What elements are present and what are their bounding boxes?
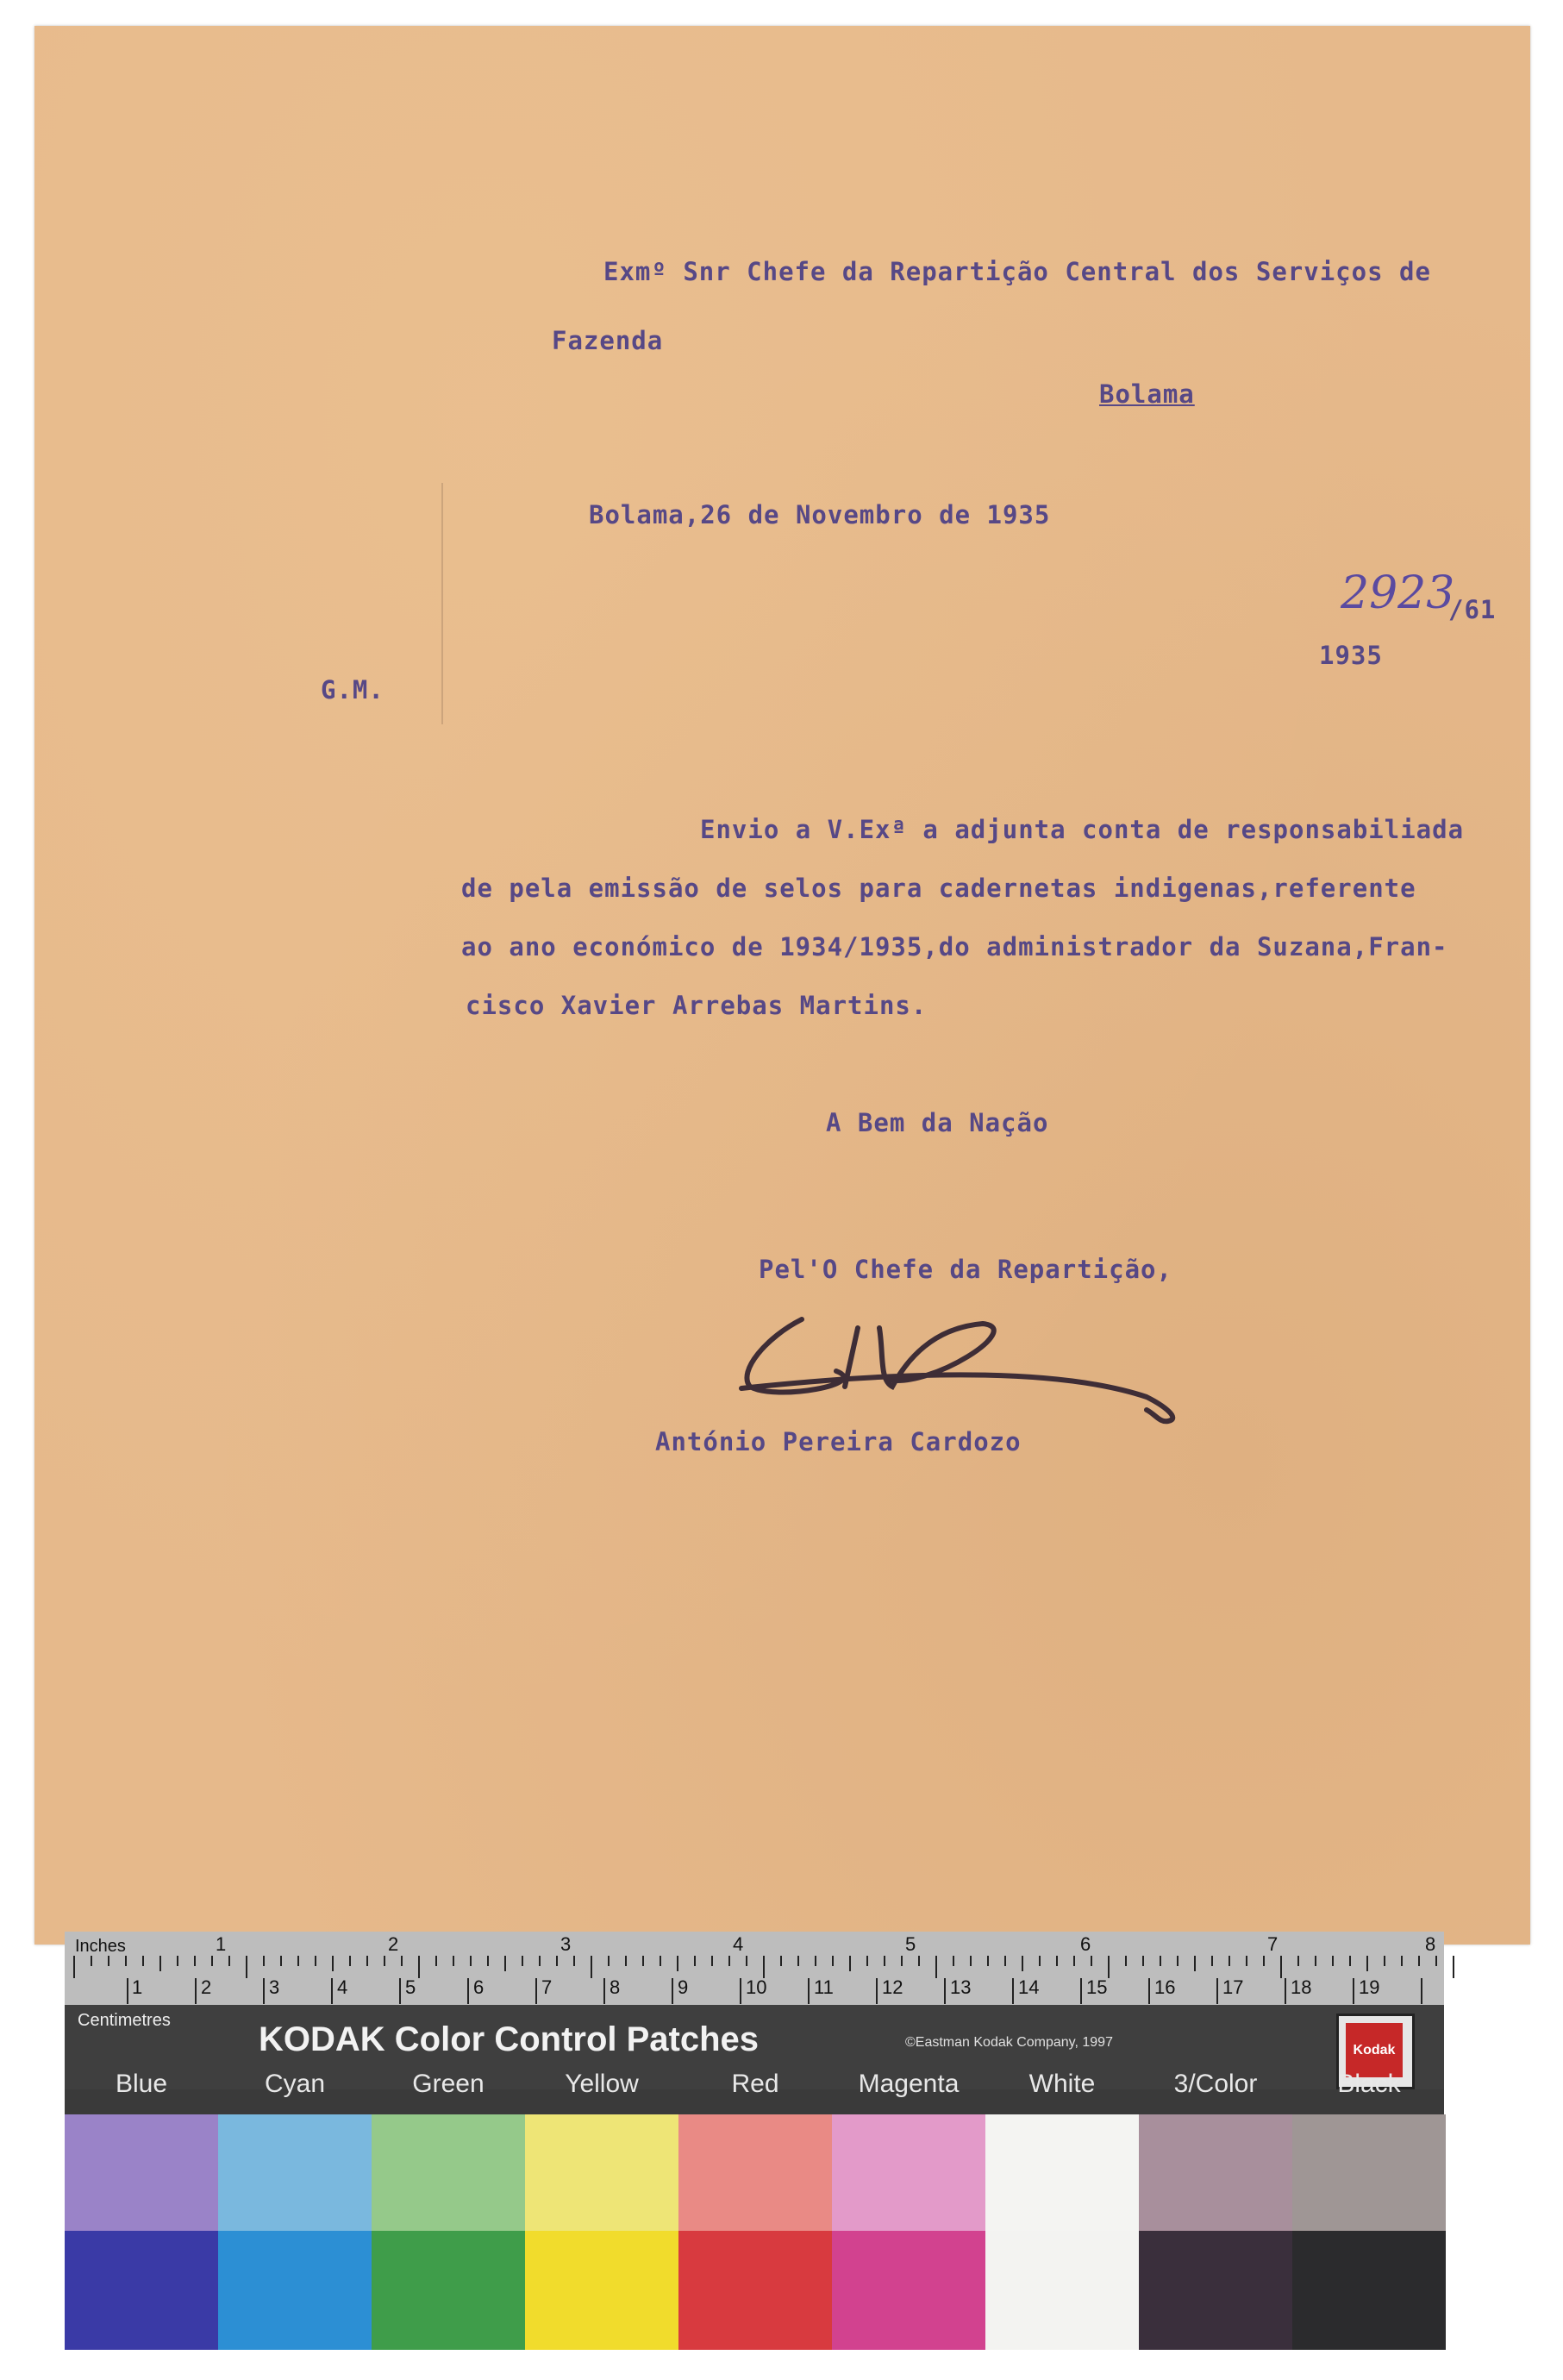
ruler-tick (1280, 1956, 1282, 1978)
ruler-tick (1384, 1956, 1385, 1966)
inch-number: 6 (1080, 1933, 1091, 1955)
addressee-rest: Snr Chefe da Repartição Central dos Serviços de (683, 257, 1431, 286)
ruler-tick (1216, 1978, 1218, 2004)
ruler-tick (642, 1956, 644, 1966)
ruler-tick (280, 1956, 282, 1966)
color-patch-light (372, 2114, 525, 2231)
inch-number: 3 (560, 1933, 572, 1955)
ruler-tick (1108, 1956, 1110, 1978)
fold-line (441, 483, 443, 724)
ruler-tick (401, 1956, 403, 1966)
ruler-tick (470, 1956, 472, 1966)
ruler-tick (849, 1956, 851, 1971)
color-patch-dark (1139, 2231, 1292, 2350)
patch-label: Magenta (858, 2070, 960, 2098)
ruler-tick (944, 1978, 946, 2004)
ruler-tick (535, 1978, 537, 2004)
addressee-line-1 (603, 257, 1431, 286)
ruler-tick (418, 1956, 420, 1978)
addressee-abbr: Exmº (603, 257, 667, 286)
cm-number: 4 (337, 1976, 348, 1998)
ruler-tick (1435, 1956, 1437, 1966)
ruler-tick (504, 1956, 506, 1971)
inches-label: Inches (75, 1937, 126, 1956)
ruler-tick (125, 1956, 127, 1966)
cm-number: 7 (541, 1976, 553, 1998)
cm-number: 1 (132, 1976, 143, 1998)
color-patch-dark (525, 2231, 678, 2350)
cm-number: 5 (405, 1976, 416, 1998)
ruler-tick (91, 1956, 92, 1966)
ruler-tick (453, 1956, 454, 1966)
ruler-tick (1453, 1956, 1454, 1978)
strip-title: KODAK Color Control Patches (259, 2020, 760, 2058)
ruler-tick (522, 1956, 523, 1966)
ruler-tick (1056, 1956, 1058, 1966)
ruler-tick (1349, 1956, 1351, 1966)
color-patch-dark (65, 2231, 218, 2350)
ruler-tick (970, 1956, 972, 1966)
patch-label: Green (412, 2070, 485, 2098)
body-line-3: ao ano económico de 1934/1935,do administrador da Suzana,Fran- (461, 932, 1448, 961)
body-line-2: de pela emissão de selos para cadernetas indigenas,referente (461, 874, 1416, 903)
ruler-tick (1353, 1978, 1354, 2004)
ruler-tick (573, 1956, 575, 1966)
cm-number: 6 (473, 1976, 485, 1998)
patch-label: Red (731, 2070, 779, 2098)
ruler-tick (1022, 1956, 1023, 1971)
ruler-tick (556, 1956, 558, 1966)
ruler-tick (815, 1956, 816, 1966)
ruler-tick (487, 1956, 489, 1966)
color-patch-dark (678, 2231, 832, 2350)
inch-number: 5 (905, 1933, 916, 1955)
color-patch-light (985, 2114, 1139, 2231)
inch-number: 2 (388, 1933, 399, 1955)
letter-page (34, 26, 1530, 1945)
ruler-tick (1160, 1956, 1161, 1966)
color-patch-dark (1292, 2231, 1446, 2350)
cm-number: 12 (882, 1976, 903, 1998)
cm-number: 10 (746, 1976, 767, 1998)
ruler-tick (332, 1956, 334, 1971)
ruler-tick (711, 1956, 713, 1966)
ruler-tick (1125, 1956, 1127, 1966)
ruler-tick (1012, 1978, 1014, 2004)
color-patch-light (525, 2114, 678, 2231)
ruler-tick (740, 1978, 741, 2004)
ruler-tick (263, 1978, 265, 2004)
cm-number: 8 (610, 1976, 621, 1998)
ruler-tick (746, 1956, 747, 1966)
kodak-color-strip (65, 1932, 1444, 2350)
ruler-tick (1142, 1956, 1144, 1966)
signatory: António Pereira Cardozo (655, 1427, 1022, 1456)
ruler-tick (399, 1978, 401, 2004)
ruler-tick (1421, 1978, 1422, 2004)
cm-number: 16 (1154, 1976, 1176, 1998)
ruler-tick (1263, 1956, 1265, 1966)
ruler-tick (935, 1956, 937, 1978)
ruler-tick (1366, 1956, 1368, 1971)
ruler-tick (435, 1956, 437, 1966)
ruler-tick (1418, 1956, 1420, 1966)
body-line-4: cisco Xavier Arrebas Martins. (466, 991, 928, 1020)
cm-number: 18 (1291, 1976, 1312, 1998)
ruler-tick (591, 1956, 592, 1978)
color-patch-dark (985, 2231, 1139, 2350)
ruler-tick (297, 1956, 299, 1966)
ruler-tick (660, 1956, 661, 1966)
ruler-tick (763, 1956, 765, 1978)
ruler-tick (780, 1956, 782, 1966)
addressee-line-2: Fazenda (552, 326, 664, 355)
ruler-tick (228, 1956, 230, 1966)
body-line-1: Envio a V.Exª a adjunta conta de responsabiliada (700, 815, 1465, 844)
kodak-logo-mark: Kodak (1346, 2023, 1403, 2077)
color-patch-dark (372, 2231, 525, 2350)
closing: A Bem da Nação (826, 1108, 1049, 1137)
ruler-tick (159, 1956, 161, 1971)
patch-label: White (1028, 2070, 1096, 2098)
ruler-tick (263, 1956, 265, 1966)
ref-number-handwritten: 2923 (1341, 567, 1455, 619)
ruler-tick (331, 1978, 333, 2004)
cm-number: 2 (201, 1976, 212, 1998)
ruler-tick (728, 1956, 730, 1966)
ruler-tick (1194, 1956, 1196, 1971)
ruler-tick (1211, 1956, 1213, 1966)
ruler-tick (1091, 1956, 1092, 1966)
inch-number: 7 (1267, 1933, 1279, 1955)
ruler-tick (315, 1956, 316, 1966)
ruler-tick (142, 1956, 144, 1966)
ruler-tick (677, 1956, 678, 1971)
ruler-tick (603, 1978, 605, 2004)
ruler-tick (876, 1978, 878, 2004)
color-patch-light (678, 2114, 832, 2231)
ruler-tick (467, 1978, 469, 2004)
ruler-tick (246, 1956, 247, 1978)
ruler-tick (694, 1956, 696, 1966)
cm-number: 11 (814, 1976, 834, 1998)
ruler-tick (625, 1956, 627, 1966)
color-patch-light (1292, 2114, 1446, 2231)
ruler-tick (884, 1956, 885, 1966)
ruler-tick (1148, 1978, 1150, 2004)
ruler-tick (1315, 1956, 1316, 1966)
ruler-tick (1297, 1956, 1299, 1966)
ruler-tick (195, 1978, 197, 2004)
ruler-tick (953, 1956, 954, 1966)
ruler-tick (1246, 1956, 1247, 1966)
ruler-tick (808, 1978, 810, 2004)
ruler-tick (1401, 1956, 1403, 1966)
sign-title: Pel'O Chefe da Repartição, (759, 1255, 1172, 1284)
cm-number: 13 (950, 1976, 972, 1998)
patch-label: Cyan (264, 2070, 326, 2098)
ruler-tick (194, 1956, 196, 1966)
cm-number: 14 (1018, 1976, 1040, 1998)
ruler-tick (108, 1956, 109, 1966)
ruler-tick (127, 1978, 128, 2004)
strip-copyright: ©Eastman Kodak Company, 1997 (905, 2035, 1113, 2050)
cm-number: 17 (1222, 1976, 1244, 1998)
ref-year: 1935 (1319, 641, 1383, 670)
ruler-tick (73, 1956, 75, 1978)
ruler-tick (672, 1978, 673, 2004)
ruler-tick (1177, 1956, 1179, 1966)
ruler-tick (1229, 1956, 1230, 1966)
ruler-tick (1080, 1978, 1082, 2004)
color-patch-dark (218, 2231, 372, 2350)
ruler-tick (987, 1956, 989, 1966)
destination: Bolama (1099, 379, 1195, 409)
cm-number: 15 (1086, 1976, 1108, 1998)
ruler-tick (177, 1956, 178, 1966)
patch-label: Blue (115, 2070, 168, 2098)
ruler-tick (1073, 1956, 1075, 1966)
centimetres-label: Centimetres (78, 2011, 171, 2030)
color-patch-light (832, 2114, 985, 2231)
color-patch-light (65, 2114, 218, 2231)
patch-label: 3/Color (1173, 2070, 1258, 2098)
date-line: Bolama,26 de Novembro de 1935 (589, 500, 1051, 529)
ruler-tick (1332, 1956, 1334, 1966)
color-patch-light (218, 2114, 372, 2231)
ruler-tick (1004, 1956, 1006, 1966)
ruler-tick (366, 1956, 368, 1966)
ruler-tick (901, 1956, 903, 1966)
cm-number: 19 (1359, 1976, 1380, 1998)
ruler-tick (1285, 1978, 1286, 2004)
ruler-tick (918, 1956, 920, 1966)
color-patch-light (1139, 2114, 1292, 2231)
ruler-tick (384, 1956, 385, 1966)
inch-number: 1 (216, 1933, 227, 1955)
inch-number: 4 (733, 1933, 744, 1955)
initials: G.M. (321, 675, 384, 705)
ruler-tick (211, 1956, 213, 1966)
color-patch-dark (832, 2231, 985, 2350)
cm-number: 9 (678, 1976, 689, 1998)
ruler-tick (832, 1956, 834, 1966)
ruler-tick (349, 1956, 351, 1966)
inch-number: 8 (1425, 1933, 1436, 1955)
ruler-tick (866, 1956, 868, 1966)
signature (733, 1293, 1198, 1431)
patch-label: Yellow (565, 2070, 639, 2098)
ruler-tick (797, 1956, 799, 1966)
cm-number: 3 (269, 1976, 280, 1998)
ruler-tick (539, 1956, 541, 1966)
ruler-tick (608, 1956, 610, 1966)
patch-label: Black (1337, 2070, 1401, 2098)
ref-suffix: /61 (1448, 595, 1497, 624)
ruler-tick (1039, 1956, 1041, 1966)
